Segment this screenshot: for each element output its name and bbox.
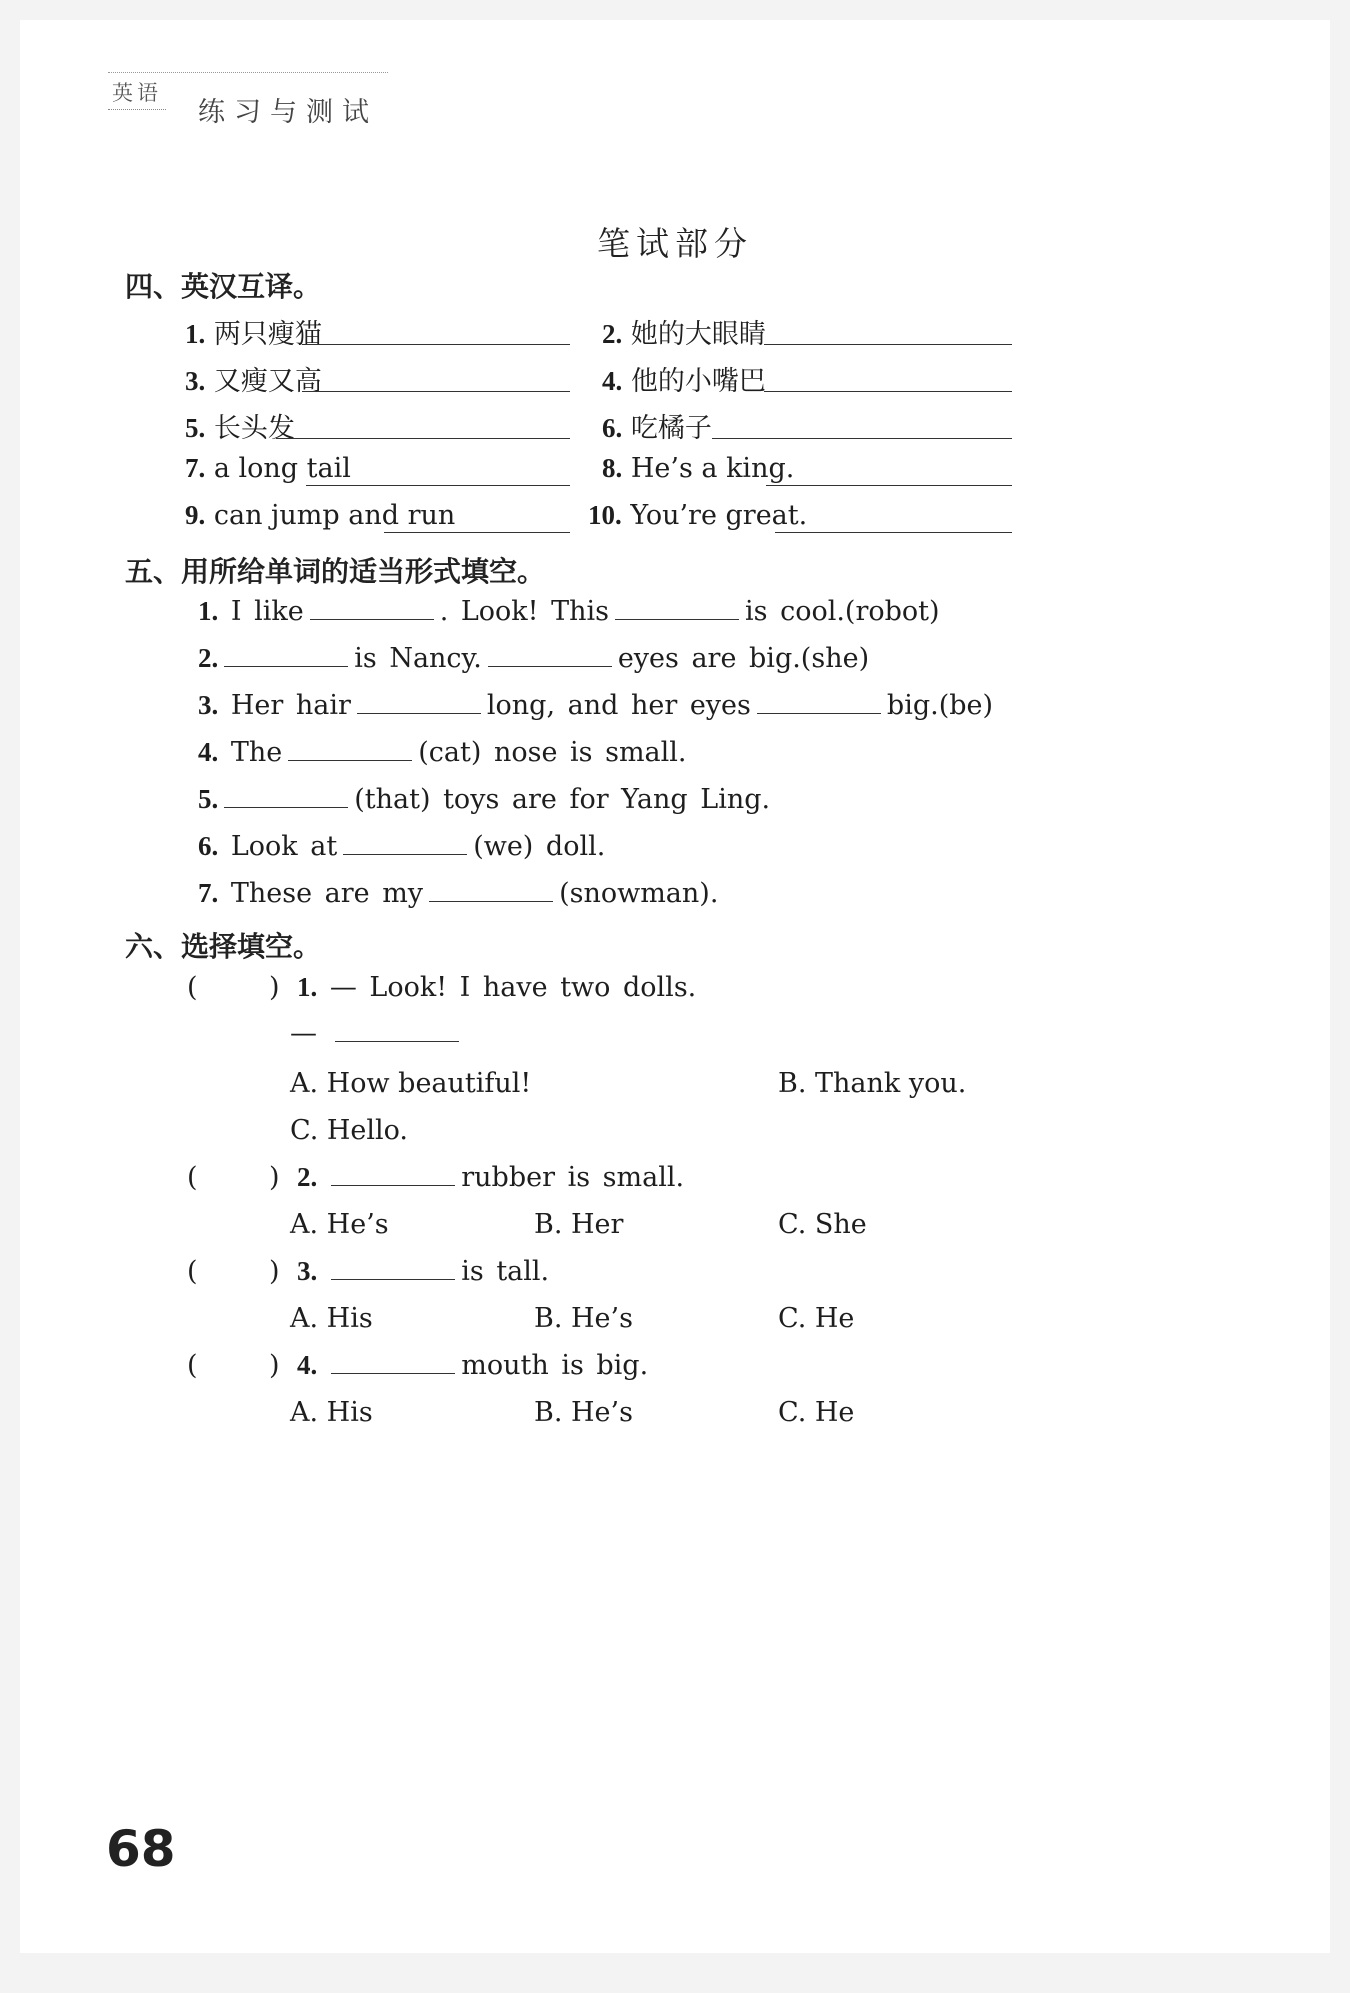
answer-line[interactable] <box>764 391 1012 392</box>
question-text <box>297 1256 549 1287</box>
item-number: 4. <box>198 737 219 767</box>
option-c[interactable]: C. He <box>778 1303 855 1334</box>
item-number: 2. <box>602 319 623 349</box>
translation-item <box>185 453 351 484</box>
item-number: 8. <box>602 453 623 483</box>
item-number: 4. <box>602 366 623 396</box>
blank[interactable] <box>224 785 348 808</box>
item-number: 7. <box>185 453 206 483</box>
page-number: 68 <box>106 1820 176 1878</box>
item-text: 长头发 <box>213 413 295 444</box>
question-prompt: is tall. <box>461 1256 550 1287</box>
blank[interactable] <box>288 738 412 761</box>
answer-line[interactable] <box>384 532 570 533</box>
item-text: 两只瘦猫 <box>213 319 322 350</box>
blank[interactable] <box>615 597 739 620</box>
item-text: can jump and run <box>213 500 456 531</box>
item-text: These are my <box>230 878 424 909</box>
item-number: 4. <box>297 1350 318 1380</box>
fill-blank-item <box>198 596 940 627</box>
subject-label: 英语 <box>108 75 166 110</box>
question-text <box>297 972 696 1003</box>
answer-paren-open[interactable]: ( <box>187 1162 198 1193</box>
blank[interactable] <box>429 879 553 902</box>
part4-heading: 四、英汉互译。 <box>125 270 322 303</box>
item-text: eyes are big.(she) <box>617 643 870 674</box>
item-text: You’re great. <box>630 500 808 531</box>
fill-blank-item <box>198 737 687 768</box>
item-number: 1. <box>198 596 219 626</box>
translation-item <box>185 312 322 351</box>
fill-blank-item <box>198 831 605 862</box>
fill-blank-item <box>198 690 993 721</box>
item-text: a long tail <box>213 453 351 484</box>
blank[interactable] <box>331 1163 455 1186</box>
option-a[interactable]: A. His <box>290 1303 373 1334</box>
section-title: 笔试部分 <box>597 224 753 263</box>
translation-item <box>602 312 766 351</box>
item-text: (that) toys are for Yang Ling. <box>354 784 771 815</box>
translation-item <box>602 359 766 398</box>
blank[interactable] <box>343 832 467 855</box>
answer-line[interactable] <box>775 532 1012 533</box>
item-number: 5. <box>185 413 206 443</box>
item-number: 2. <box>198 643 219 673</box>
option-a[interactable]: A. How beautiful! <box>290 1068 532 1099</box>
item-text: (we) doll. <box>473 831 606 862</box>
blank[interactable] <box>224 644 348 667</box>
item-number: 1. <box>185 319 206 349</box>
answer-paren-open[interactable]: ( <box>187 972 198 1003</box>
question-prompt: — Look! I have two dolls. <box>329 972 697 1003</box>
book-title: 练习与测试 <box>198 97 378 128</box>
answer-line[interactable] <box>276 438 570 439</box>
item-number: 7. <box>198 878 219 908</box>
header-subject <box>108 75 166 110</box>
answer-line[interactable] <box>302 391 570 392</box>
option-c[interactable]: C. He <box>778 1397 855 1428</box>
blank[interactable] <box>488 644 612 667</box>
fill-blank-item <box>198 643 869 674</box>
blank[interactable] <box>331 1351 455 1374</box>
item-text: is cool.(robot) <box>745 596 940 627</box>
option-c[interactable]: C. She <box>778 1209 867 1240</box>
answer-line[interactable] <box>306 485 570 486</box>
item-text: I like <box>230 596 304 627</box>
question-prompt: mouth is big. <box>461 1350 649 1381</box>
blank[interactable] <box>310 597 434 620</box>
item-text: Her hair <box>230 690 351 721</box>
blank[interactable] <box>335 1019 459 1042</box>
blank[interactable] <box>357 691 481 714</box>
item-text: (snowman). <box>559 878 719 909</box>
item-number: 6. <box>198 831 219 861</box>
answer-paren-close[interactable]: ) <box>269 1162 280 1193</box>
fill-blank-item <box>198 784 770 815</box>
item-number: 10. <box>588 500 622 530</box>
blank[interactable] <box>757 691 881 714</box>
answer-paren-close[interactable]: ) <box>269 1350 280 1381</box>
item-text: Look at <box>230 831 338 862</box>
item-text: He’s a king. <box>630 453 795 484</box>
item-number: 6. <box>602 413 623 443</box>
answer-line[interactable] <box>302 344 570 345</box>
answer-line[interactable] <box>766 485 1012 486</box>
option-b[interactable]: B. Her <box>534 1209 624 1240</box>
question-text <box>297 1350 648 1381</box>
translation-item <box>602 406 712 445</box>
fill-blank-item <box>198 878 718 909</box>
reply-dash: — <box>290 1018 317 1049</box>
answer-paren-close[interactable]: ) <box>269 1256 280 1287</box>
option-b[interactable]: B. He’s <box>534 1397 633 1428</box>
option-b[interactable]: B. Thank you. <box>778 1068 967 1099</box>
answer-line[interactable] <box>712 438 1012 439</box>
answer-paren-open[interactable]: ( <box>187 1256 198 1287</box>
item-number: 3. <box>185 366 206 396</box>
part6-heading: 六、选择填空。 <box>125 930 322 963</box>
translation-item <box>588 500 807 531</box>
option-c[interactable]: C. Hello. <box>290 1115 409 1146</box>
item-text: is Nancy. <box>354 643 482 674</box>
item-number: 3. <box>198 690 219 720</box>
item-number: 2. <box>297 1162 318 1192</box>
item-text: . Look! This <box>439 596 609 627</box>
option-a[interactable]: A. His <box>290 1397 373 1428</box>
answer-paren-close[interactable]: ) <box>269 972 280 1003</box>
item-text: 吃橘子 <box>630 413 712 444</box>
answer-line[interactable] <box>764 344 1012 345</box>
translation-item <box>185 500 455 531</box>
blank[interactable] <box>331 1257 455 1280</box>
item-number: 9. <box>185 500 206 530</box>
item-text: 她的大眼睛 <box>630 319 766 350</box>
item-text: (cat) nose is small. <box>418 737 687 768</box>
reply-line <box>290 1018 465 1049</box>
item-number: 5. <box>198 784 219 814</box>
item-text: The <box>230 737 283 768</box>
header-divider <box>108 72 388 73</box>
question-prompt: rubber is small. <box>461 1162 685 1193</box>
item-text: long, and her eyes <box>486 690 751 721</box>
answer-paren-open[interactable]: ( <box>187 1350 198 1381</box>
item-number: 3. <box>297 1256 318 1286</box>
workbook-page <box>20 20 1330 1953</box>
item-number: 1. <box>297 972 318 1002</box>
item-text: 他的小嘴巴 <box>630 366 766 397</box>
item-text: 又瘦又高 <box>213 366 322 397</box>
translation-item <box>185 359 322 398</box>
translation-item <box>185 406 295 445</box>
option-b[interactable]: B. He’s <box>534 1303 633 1334</box>
item-text: big.(be) <box>886 690 994 721</box>
question-text <box>297 1162 684 1193</box>
translation-item <box>602 453 794 484</box>
option-a[interactable]: A. He’s <box>290 1209 389 1240</box>
part5-heading: 五、用所给单词的适当形式填空。 <box>125 555 546 588</box>
